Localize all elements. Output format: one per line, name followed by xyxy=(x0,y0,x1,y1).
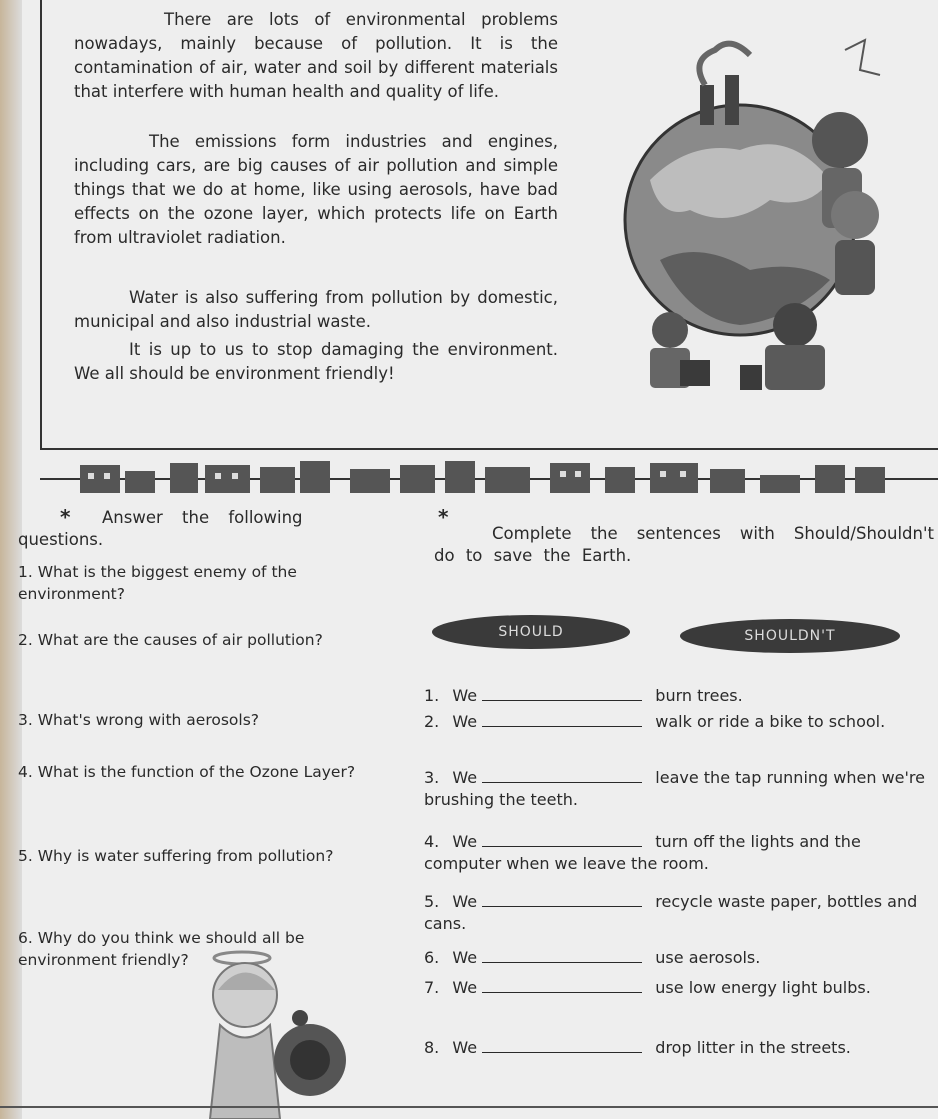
question-5: 5. Why is water suffering from pollution? xyxy=(18,847,334,865)
intro-paragraph-1: There are lots of environmental problems nowadays, mainly because of pollution. It is the contamination of air, water and soil by different materials that interfere with human health and quality of life. xyxy=(74,10,558,101)
star-bullet: * xyxy=(438,505,449,529)
answer-blank[interactable] xyxy=(482,948,642,963)
bottom-border xyxy=(0,1106,938,1108)
sentence-rest: use aerosols. xyxy=(655,948,761,967)
questions-heading: Answer the following questions. xyxy=(18,508,303,549)
sentence-number: 3. xyxy=(424,768,440,787)
intro-paragraph-4: It is up to us to stop damaging the environment. We all should be environment friendly! xyxy=(74,340,558,383)
polluted-earth-illustration xyxy=(590,30,910,410)
star-bullet: * xyxy=(60,505,71,529)
angel-girl-illustration xyxy=(200,950,360,1119)
sentence-number: 6. xyxy=(424,948,440,967)
sentence-subject: We xyxy=(452,686,478,705)
sentence-rest: turn off the lights and the computer when we leave the room. xyxy=(424,832,861,873)
sentences-section xyxy=(410,505,935,1095)
answer-blank[interactable] xyxy=(482,686,642,701)
sentence-number: 8. xyxy=(424,1038,440,1057)
frame-divider-top xyxy=(40,448,938,450)
sentence-rest: use low energy light bulbs. xyxy=(655,978,871,997)
sentence-number: 5. xyxy=(424,892,440,911)
houses-border-illustration xyxy=(60,455,890,495)
answer-blank[interactable] xyxy=(482,832,642,847)
sentence-subject: We xyxy=(452,832,478,851)
sentence-subject: We xyxy=(452,768,478,787)
sentence-subject: We xyxy=(452,948,478,967)
sentence-number: 4. xyxy=(424,832,440,851)
question-3: 3. What's wrong with aerosols? xyxy=(18,711,260,729)
intro-paragraph-2: The emissions form industries and engines, including cars, are big causes of air pollution and simple things that we do at home, like using aerosols, have bad effects on the ozone layer, which protects life on Earth from ultraviolet radiation. xyxy=(74,132,558,247)
sentence-number: 2. xyxy=(424,712,440,731)
question-2: 2. What are the causes of air pollution? xyxy=(18,631,323,649)
sentence-3 xyxy=(424,767,934,811)
question-6: 6. Why do you think we should all be environment friendly? xyxy=(18,929,305,969)
answer-blank[interactable] xyxy=(482,978,642,993)
sentence-rest: drop litter in the streets. xyxy=(655,1038,851,1057)
sentence-2 xyxy=(424,711,934,733)
sentence-subject: We xyxy=(452,712,478,731)
sentence-subject: We xyxy=(452,892,478,911)
sentence-5 xyxy=(424,891,934,935)
frame-border-left xyxy=(40,0,42,450)
sentence-7 xyxy=(424,977,934,999)
shouldnt-label: SHOULDN'T xyxy=(680,619,900,653)
sentence-1 xyxy=(424,685,924,707)
sentence-subject: We xyxy=(452,1038,478,1057)
answer-blank[interactable] xyxy=(482,892,642,907)
intro-paragraph-3: Water is also suffering from pollution by domestic, municipal and also industrial waste. xyxy=(74,288,558,331)
should-label: SHOULD xyxy=(432,615,630,649)
sentence-6 xyxy=(424,947,934,969)
sentence-subject: We xyxy=(452,978,478,997)
questions-section xyxy=(18,505,373,969)
sentence-rest: walk or ride a bike to school. xyxy=(655,712,886,731)
sentence-number: 7. xyxy=(424,978,440,997)
answer-blank[interactable] xyxy=(482,712,642,727)
sentence-rest: burn trees. xyxy=(655,686,743,705)
sentence-rest: recycle waste paper, bottles and cans. xyxy=(424,892,918,933)
question-1: 1. What is the biggest enemy of the environment? xyxy=(18,563,297,603)
sentence-number: 1. xyxy=(424,686,440,705)
sentences-heading: Complete the sentences with Should/Shouldn't do to save the Earth. xyxy=(434,524,934,565)
sentence-4 xyxy=(424,831,934,875)
answer-blank[interactable] xyxy=(482,768,642,783)
answer-blank[interactable] xyxy=(482,1038,642,1053)
question-4: 4. What is the function of the Ozone Layer? xyxy=(18,763,356,781)
sentence-8 xyxy=(424,1037,934,1059)
sentence-rest: leave the tap running when we're brushing the teeth. xyxy=(424,768,925,809)
